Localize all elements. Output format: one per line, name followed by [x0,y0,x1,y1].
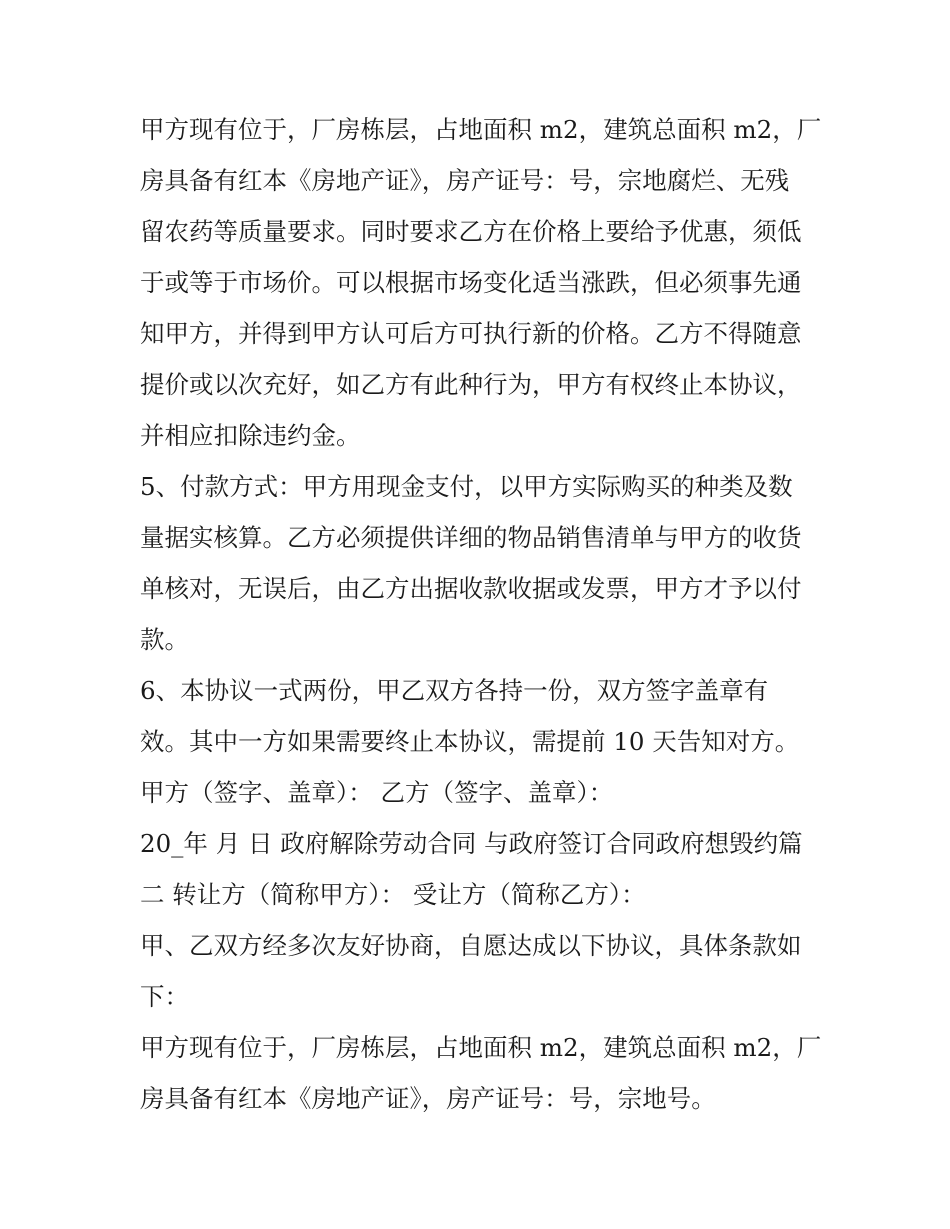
document-body [140,104,830,1124]
text-line: 甲方现有位于，厂房栋层，占地面积 m2，建筑总面积 m2，厂 [140,115,822,144]
text-line: 知甲方，并得到甲方认可后方可执行新的价格。乙方不得随意 [140,319,802,348]
text-line: 提价或以次充好，如乙方有此种行为，甲方有权终止本协议， [140,370,802,399]
text-line: 甲、乙双方经多次友好协商，自愿达成以下协议，具体条款如 [140,931,802,960]
parties-line: 二 转让方（简称甲方）： 受让方（简称乙方）： [140,880,646,909]
text-line: 效。其中一方如果需要终止本协议，需提前 10 天告知对方。 [140,727,800,756]
text-line: 留农药等质量要求。同时要求乙方在价格上要给予优惠，须低 [140,217,802,246]
text-line: 单核对，无误后，由乙方出据收款收据或发票，甲方才予以付 [140,574,802,603]
payment-clause-line: 5、付款方式：甲方用现金支付，以甲方实际购买的种类及数 [140,472,793,501]
text-line: 房具备有红本《房地产证》，房产证号：号，宗地号。 [140,1084,716,1113]
date-title-line: 20_年 月 日 政府解除劳动合同 与政府签订合同政府想毁约篇 [140,829,803,858]
text-line: 并相应扣除违约金。 [140,421,361,450]
text-line: 甲方现有位于，厂房栋层，占地面积 m2，建筑总面积 m2，厂 [140,1033,822,1062]
text-line: 房具备有红本《房地产证》，房产证号：号，宗地腐烂、无残 [140,166,790,195]
text-line: 款。 [140,625,189,654]
text-line: 下： [140,982,189,1011]
signature-line: 甲方（签字、盖章）： 乙方（签字、盖章）： [140,778,614,807]
text-line: 量据实核算。乙方必须提供详细的物品销售清单与甲方的收货 [140,523,802,552]
text-line: 于或等于市场价。可以根据市场变化适当涨跌，但必须事先通 [140,268,802,297]
copies-clause-line: 6、本协议一式两份，甲乙双方各持一份，双方签字盖章有 [140,676,769,705]
